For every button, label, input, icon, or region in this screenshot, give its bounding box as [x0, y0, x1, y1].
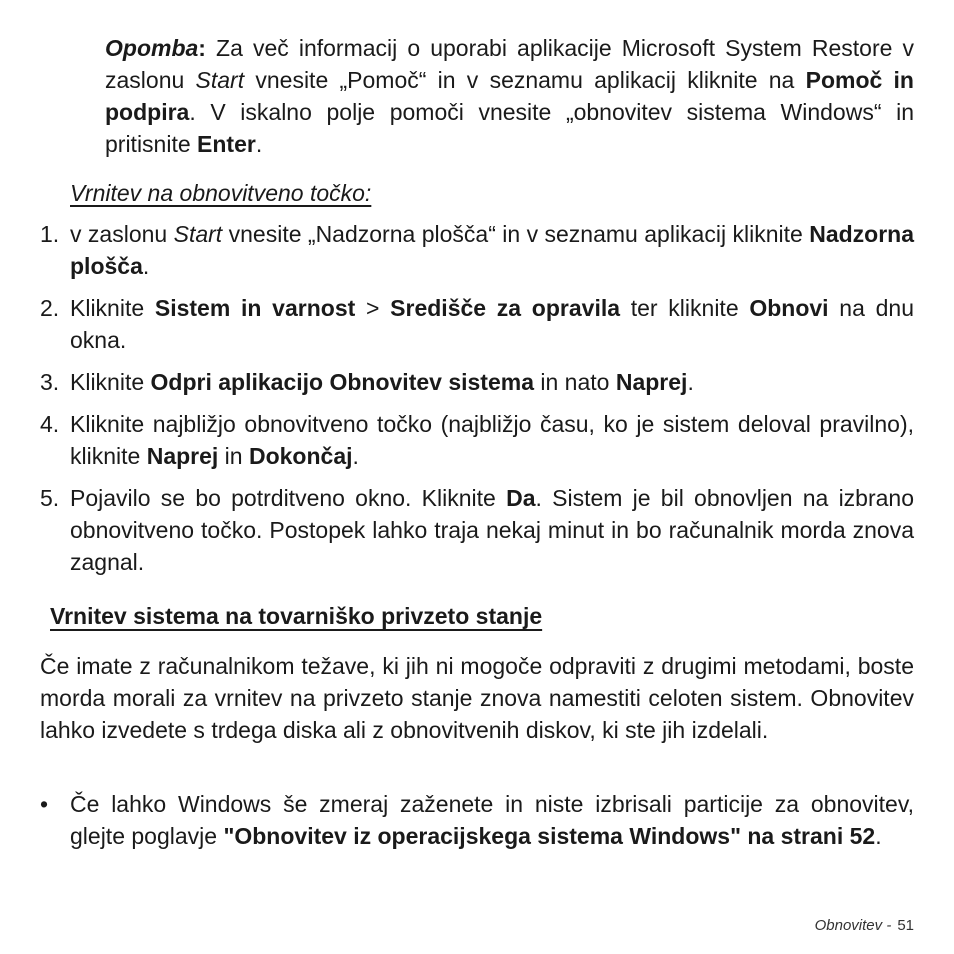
note-paragraph	[105, 32, 914, 160]
note-text-3: . V iskalno polje pomoči vnesite „obnovitev sistema Windows“ in pritisnite	[105, 99, 914, 157]
note-help-term: Pomoč in podpira	[105, 67, 914, 125]
step-number: 4.	[40, 411, 60, 437]
list-item	[0, 408, 914, 472]
step-text: >	[355, 295, 391, 321]
section-paragraph: Če imate z računalnikom težave, ki jih ni mogoče odpraviti z drugimi metodami, boste morda morali za vrnitev na privzeto stanje znova namestiti celoten sistem. Obnovitev lahko izvedete s trdega diska ali z obnovitvenih diskov, ki ste jih izdelali.	[40, 653, 914, 743]
step-number: 5.	[40, 485, 60, 511]
list-item	[0, 292, 914, 356]
list-item	[0, 366, 914, 398]
step-text: . Sistem je bil obnovljen na izbrano obnovitveno točko. Postopek lahko traja nekaj minut in bo računalnik morda znova zagnal.	[70, 485, 915, 575]
bullet-dot: •	[40, 791, 49, 817]
restore-point-heading: Vrnitev na obnovitveno točko:	[70, 180, 372, 206]
step-text: Kliknite najbližjo obnovitveno točko (najbližjo času, ko je sistem deloval pravilno), kliknite	[70, 411, 914, 469]
step-text: ter kliknite	[620, 295, 750, 321]
step-term: Da	[506, 485, 536, 511]
step-number: 3.	[40, 369, 60, 395]
step-term: Start	[173, 221, 223, 247]
list-item	[0, 482, 914, 578]
bullet-text: Če lahko Windows še zmeraj zaženete in niste izbrisali particije za obnovitev, glejte poglavje	[70, 791, 914, 849]
step-term: Središče za opravila	[390, 295, 621, 321]
step-term: Naprej	[146, 443, 219, 469]
step-term: Naprej	[615, 369, 688, 395]
page-number: 51	[897, 917, 914, 934]
step-number: 2.	[40, 295, 60, 321]
cross-reference: "Obnovitev iz operacijskega sistema Windows" na strani 52	[223, 823, 876, 849]
step-text: in nato	[534, 369, 616, 395]
note-label: Opomba	[105, 35, 199, 61]
footer-section-name: Obnovitev -	[814, 917, 892, 934]
step-text: .	[687, 369, 694, 395]
note-text-1: Za več informacij o uporabi aplikacije Microsoft System Restore v zaslonu	[105, 35, 914, 93]
step-number: 1.	[40, 221, 60, 247]
step-text: vnesite „Nadzorna plošča“ in v seznamu aplikacij kliknite	[222, 221, 810, 247]
step-term: Sistem in varnost	[154, 295, 356, 321]
step-text: .	[142, 253, 150, 279]
note-start-term: Start	[195, 67, 245, 93]
note-text-2: vnesite „Pomoč“ in v seznamu aplikacij kliknite na	[244, 67, 806, 93]
step-text: na dnu okna.	[70, 295, 914, 353]
page-footer	[815, 916, 914, 936]
note-text-4: .	[255, 131, 263, 157]
bullet-text: .	[875, 823, 882, 849]
section-title: Vrnitev sistema na tovarniško privzeto stanje	[50, 603, 543, 629]
step-term: Dokončaj	[248, 443, 353, 469]
step-text: in	[218, 443, 249, 469]
step-text: .	[352, 443, 359, 469]
bullet-list	[0, 788, 914, 852]
step-term: Nadzorna plošča	[70, 221, 915, 279]
step-text: v zaslonu	[70, 221, 174, 247]
list-item	[0, 788, 914, 852]
step-term: Obnovi	[749, 295, 829, 321]
list-item	[0, 218, 914, 282]
step-text: Kliknite	[70, 369, 151, 395]
note-enter-term: Enter	[197, 131, 256, 157]
note-label-colon: :	[198, 35, 206, 61]
step-text: Kliknite	[70, 295, 155, 321]
step-term: Odpri aplikacijo Obnovitev sistema	[150, 369, 534, 395]
step-text: Pojavilo se bo potrditveno okno. Kliknite	[70, 485, 507, 511]
restore-steps-list	[0, 218, 914, 588]
